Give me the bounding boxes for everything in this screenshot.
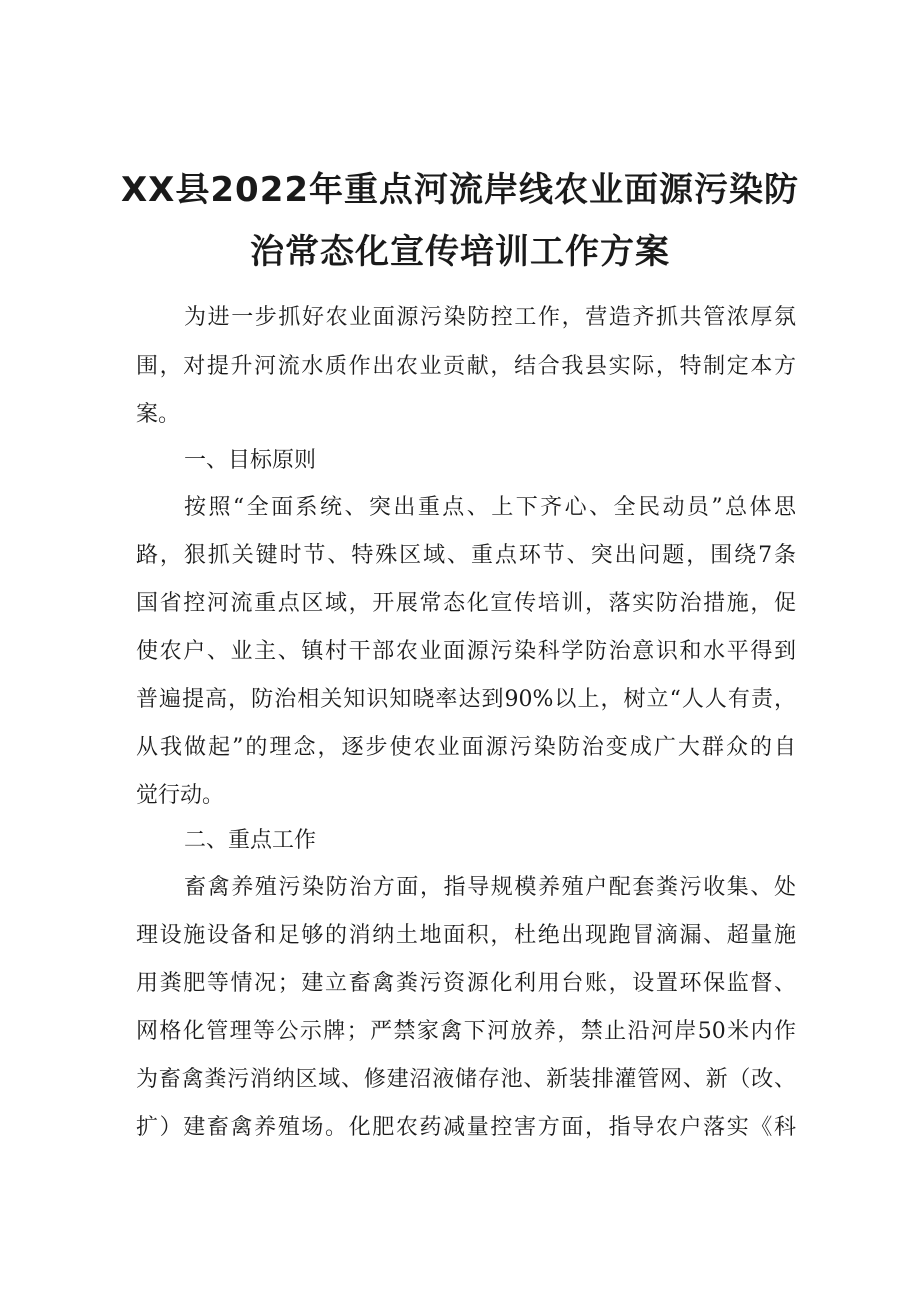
intro-line-1: 为进一步抓好农业面源污染防控工作，营造齐抓共管浓厚氛 <box>184 305 796 330</box>
section1-line-4: 使农户、业主、镇村干部农业面源污染科学防治意识和水平得到 <box>136 639 796 664</box>
section1-line-1: 按照“全面系统、突出重点、上下齐心、全民动员”总体思 <box>184 495 796 520</box>
section1-line-6: 从我做起”的理念，逐步使农业面源污染防治变成广大群众的自 <box>136 735 796 760</box>
section1-line-2: 路，狠抓关键时节、特殊区域、重点环节、突出问题，围绕7条 <box>136 543 796 568</box>
section2-line-3: 用粪肥等情况；建立畜禽粪污资源化利用台账，设置环保监督、 <box>136 971 796 996</box>
section2-line-1: 畜禽养殖污染防治方面，指导规模养殖户配套粪污收集、处 <box>184 875 796 900</box>
section2-line-5: 为畜禽粪污消纳区域、修建沼液储存池、新装排灌管网、新（改、 <box>136 1067 796 1092</box>
section2-line-4: 网格化管理等公示牌；严禁家禽下河放养，禁止沿河岸50米内作 <box>136 1019 796 1044</box>
document-title-line-1: XX县2022年重点河流岸线农业面源污染防 <box>120 170 800 210</box>
intro-line-2: 围，对提升河流水质作出农业贡献，结合我县实际，特制定本方 <box>136 354 796 379</box>
section1-line-5: 普遍提高，防治相关知识知晓率达到90%以上，树立“人人有责， <box>136 687 796 712</box>
section-heading-2: 二、重点工作 <box>184 828 317 853</box>
intro-line-3: 案。 <box>136 402 181 427</box>
document-title-line-2: 治常态化宣传培训工作方案 <box>250 232 670 272</box>
section2-line-6: 扩）建畜禽养殖场。化肥农药减量控害方面，指导农户落实《科 <box>136 1115 796 1140</box>
section2-line-2: 理设施设备和足够的消纳土地面积，杜绝出现跑冒滴漏、超量施 <box>136 923 796 948</box>
section-heading-1: 一、目标原则 <box>184 448 317 473</box>
section1-line-7: 觉行动。 <box>136 783 225 808</box>
section1-line-3: 国省控河流重点区域，开展常态化宣传培训，落实防治措施，促 <box>136 591 796 616</box>
